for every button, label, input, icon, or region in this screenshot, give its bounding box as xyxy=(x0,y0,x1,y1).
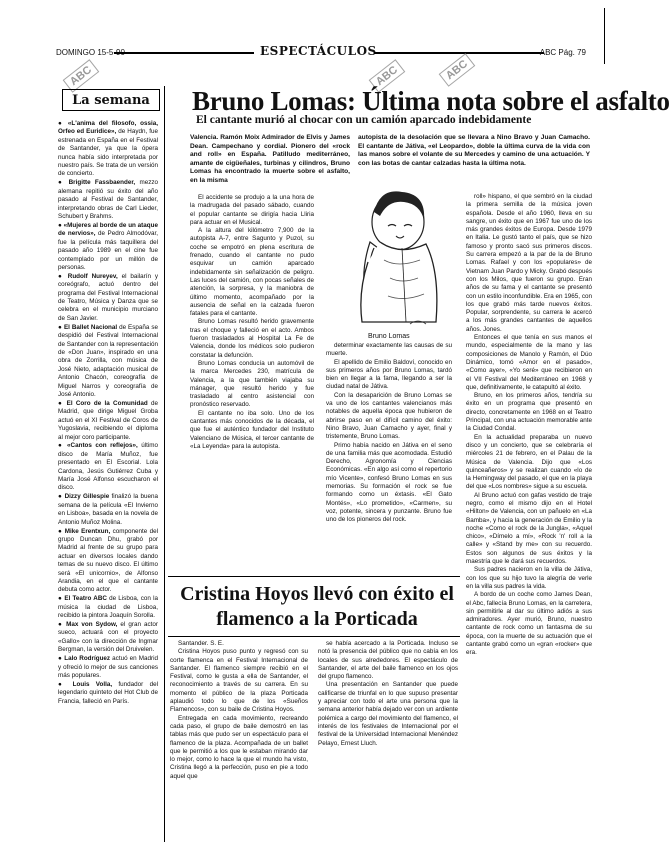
abc-stamp: ABC xyxy=(63,59,100,92)
article1-column-3 xyxy=(466,193,592,843)
paragraph: Cristina Hoyos puso punto y regresó con su corte flamenca en el Festival Internacional de Santander. El flamenco siempre recibió en el Festival, como le gusta a ella de Santander, el reconocimiento a través de su carrera. En su momento el público de la plaza Porticada aplaudió todo lo que de los «Sueños Flamencos», con su baile de Cristina Hoyos. xyxy=(170,648,308,714)
sidebar-item-lead: «Cantos con reflejos», xyxy=(67,442,138,450)
article2-top-rule xyxy=(168,576,460,577)
sidebar-item-text: componente del grupo Duncan Dhu, grabó por Madrid al frente de su grupo para actuar en diversos locales dando temas de su nuevo disco. El último será «El unicornio», de Alfonso Arandia, en el que el cantante debuta como actor. xyxy=(58,527,158,594)
paragraph: El cantante no iba solo. Uno de los cantantes más conocidos de la década, el que fue el auténtico fundador del Instituto Valenciano de Música, el tercer cantante de «La Leyenda» para la autopista. xyxy=(190,409,314,450)
paragraph: roll» hispano, el que sembró en la ciudad la primera semilla de la música joven española. Desde el año 1960, lleva en su sangre, un éxito que en 1967 fue uno de los más grandes éxitos de Europa. Desde 1979 en Italia. Le gustó tanto el país, que se hizo famoso y pronto sacó sus primeros discos. Su carrera empezó a la par de la de Bruno Lomas. Rafael y con los «populares» de Vietnam Juan Pardo y Micky. Grabó después con los Milos, que fueron su grupo. Eran años de su fama y el cantante se presentó con un estilo inconfundible. Era en 1965, con los que grabó más tarde nuevos éxitos. Popular, sorprendente, su carrera le acercó a los más grandes cantantes de aquellos años. Jones. xyxy=(466,193,592,333)
article2-bottom-rule xyxy=(168,636,460,637)
abc-stamp: ABC xyxy=(439,53,476,86)
sidebar-item-lead: «L'anima del filosofo, ossia, Orfeo ed Euridice», xyxy=(58,120,158,136)
paragraph: Al Bruno actuó con gafas vestido de traje negro, como el mismo dijo en el Hotel «Hilton» de Valencia, con un pañuelo en «La Bamba», y hacia la generación de Emilio y la noche «Como el rock de la Jungla», «Aquel chico», «Dímelo a mí», «Rock 'n' roll a la calle» y «Stand by me» con su recuerdo. Estos son algunos de sus éxitos y la maestría que le dará sus recuerdos. xyxy=(466,491,592,566)
sidebar-item-lead: Dizzy Gillespie xyxy=(64,493,110,501)
sidebar-item-text: último disco de María Muñoz, fue presentado en El Escorial. Lola Cardona, Jesús Gutiérrez Cuba y María José Alfonso escucharon el disco. xyxy=(58,442,159,492)
sidebar-item-text: de Lisboa, con la música la ciudad de Lisboa, recibido la pintora Joaquín Sorolla. xyxy=(58,595,158,620)
sidebar-item-lead: Rudolf Nureyev, xyxy=(67,272,118,280)
article1-column-1 xyxy=(190,194,314,572)
paragraph: Entonces el que tenía en sus manos el mundo, especialmente de la mano y las composiciones de Manolo y Ramón, el Dúo Dinámico, tomó «Amor en el pasado», «Como ayer», «Yo seré» que recibieron en el VII Festival del Mediterráneo en 1968 y que, definitivamente, le catapultó al éxito. xyxy=(466,334,592,391)
abc-stamp: ABC xyxy=(369,59,406,92)
sidebar-item-text: el gran actor sueco, actuará con el proyecto «Gallo» con la dirección de Ingmar Bergman, la versión del Druivelen. xyxy=(58,620,158,654)
paragraph: Bruno Lomas resultó herido gravemente tras el choque y falleció en el acto. Ambos fueron trasladados al Hospital La Fe de Valencia, donde los médicos solo pudieron constatar la defunción. xyxy=(190,318,314,359)
sidebar-item-lead: Lalo Rodríguez xyxy=(64,655,111,663)
header-page: ABC Pág. 79 xyxy=(539,48,586,57)
sidebar-item-lead: Mike Erentxun, xyxy=(64,527,111,535)
article1-subhead: El cantante murió al chocar con un camión aparcado indebidamente xyxy=(196,114,532,126)
paragraph: determinar exactamente las causas de su muerte. xyxy=(326,342,452,358)
bullet-icon: ● xyxy=(58,221,64,229)
sidebar-item xyxy=(58,595,158,620)
sidebar-item xyxy=(58,222,158,272)
sidebar-item-text: de España se despidió del Festival Internacional de Santander con la representación de «Don Juan», inspirado en una obra de Zorrilla, con música de José Nieto, adaptación musical de Antonio Chacón, coreografía de Miguel Narros y coreografía de José Antonio. xyxy=(58,323,159,398)
paragraph: Sus padres nacieron en la villa de Játiva, con los que su hijo tuvo la alegría de verle en la villa sus padres la vida. xyxy=(466,566,592,590)
paragraph: Una presentación en Santander que puede calificarse de triunfal en lo que supuso presentar y apreciar con todo el arte una persona que la semana anterior había dejado ver con un ardiente polémica a cargo del movimiento del flamenco, el interés de los festivales de Internacional por el festival de la Universidad Internacional Menéndez Pelayo, Ernest Lluch. xyxy=(318,681,458,747)
header-rule-left xyxy=(114,52,254,54)
article2-column-2 xyxy=(318,640,458,842)
article2-headline: Cristina Hoyos llevó con éxito el flamenco a la Porticada xyxy=(180,583,454,630)
sidebar-item-lead: Louis Volla, xyxy=(72,680,113,688)
sidebar-item-text: actuó en Madrid y ofreció lo mejor de sus canciones más populares. xyxy=(58,655,159,679)
sidebar-item xyxy=(58,273,158,323)
sidebar-item xyxy=(58,621,158,655)
sidebar-item-lead: Brigitte Fassbaender, xyxy=(68,179,136,187)
sidebar-item xyxy=(58,528,158,595)
bullet-icon: ● xyxy=(58,655,65,663)
article1-lead-left: Valencia. Ramón Moix Admirador de Elvis y James Dean. Campechano y cordial. Pionero del «rock and roll» en España. Patilludo mediterráneo, amante de cigüeñales, turbinas y cilindros, Bruno Lomas ha encontrado la muerte sobre el asfalto, en la misma xyxy=(190,134,350,184)
margin-mark xyxy=(604,8,606,64)
sidebar-item xyxy=(58,179,158,221)
paragraph: se había acercado a la Porticada. Incluso se notó la presencia del público que no cabía en los locales de sus alrededores. El espectáculo de Santander, el arte del baile flamenco en los ojos del grupo flamenco. xyxy=(318,640,458,681)
header-date: DOMINGO 15-5-90 xyxy=(56,48,125,57)
bullet-icon: ● xyxy=(58,272,68,280)
sidebar-item xyxy=(58,681,158,706)
sidebar-item-text: de Haydn, fue estrenada en España en el Festival de Santander, ya que la ópera nunca había sido interpretada por nuestro país. Se trata de un versión de concierto. xyxy=(58,128,158,178)
bullet-icon: ● xyxy=(58,442,68,450)
sidebar-column xyxy=(58,120,158,842)
paragraph: Entregada en cada movimiento, recreando cada paso, el grupo de baile demostró en las tablas más que pudo ser un espectáculo para el flamenco de la plaza. Acompañada de un ballet que le permitió a los que le estaban mirando dar lo mejor, como lo hace la que el mundo ha visto, Cristina llegó a la perfección, puso en pie a todo aquel que xyxy=(170,714,308,780)
paragraph: En la actualidad preparaba un nuevo disco y un concierto, que se celebraría el miércoles 21 de febrero, en el Palau de la Música de Valencia. Dijo que «Los quinceañeros» y se realizan cuando «lo de la Hemingway del pasado, el que en la playa del que «Los nombres» sigue a su escuela. xyxy=(466,433,592,491)
bullet-icon: ● xyxy=(58,493,65,501)
column-divider xyxy=(164,86,165,842)
sidebar-item-text: fundador del legendario quinteto del Hot Club de Francia, falleció en París. xyxy=(58,680,158,705)
paragraph: Bruno, en los primeros años, tendría su éxito en un programa que presentó en directo, concretamente en 1968 en el Teatro Principal, con una actuación memorable ante la Ciudad Condal. xyxy=(466,392,593,433)
sidebar-item xyxy=(58,400,158,442)
paragraph: El accidente se produjo a la una hora de la madrugada del pasado sábado, cuando el popular cantante se dirigía hacia Lliria para actuar en el Musical. xyxy=(190,194,314,226)
bullet-icon: ● xyxy=(58,399,67,407)
bullet-icon: ● xyxy=(58,527,65,535)
sidebar-item xyxy=(58,324,158,400)
paragraph: Bruno Lomas conducía un automóvil de la marca Mercedes 230, matrícula de Valencia, a la que también viajaba su mánager, que resultó herido y fue trasladado al centro asistencial con pronóstico reservado. xyxy=(190,359,314,409)
article2-column-1 xyxy=(170,640,308,842)
sidebar-item-lead: El Teatro ABC xyxy=(64,595,107,603)
sidebar-item-lead: Max von Sydow, xyxy=(66,620,118,628)
header-section: ESPECTÁCULOS xyxy=(260,44,377,58)
sidebar-item-text: el bailarín y coreógrafo, actuó dentro del programa del Festival Internacional de Teatro, Música y Danza que se celebra en el municipio murciano de San Javier. xyxy=(58,272,158,322)
page-header xyxy=(56,44,586,60)
sidebar-item-text: de Pedro Almodóvar, fue la película más taquillera del pasado año 1989 en el cine fue contemplado por un millón de personas. xyxy=(58,230,158,271)
paragraph: Con la desaparición de Bruno Lomas se va uno de los cantantes valencianos más notables de aquella época que hubieron de abrirse paso en el difícil camino del éxito: Nino Bravo, Juan Camacho y ayer, final y tristemente, Bruno Lomas. xyxy=(326,391,452,441)
sidebar-item-text: de Madrid, que dirige Miguel Groba actuó en el XI Festival de Coros de Yugoslavia, recibiendo el diploma al mejor coro participante. xyxy=(58,399,158,441)
bullet-icon: ● xyxy=(58,120,68,127)
paragraph: Santander. S. E. xyxy=(178,640,224,647)
header-rule-right xyxy=(374,52,544,54)
sidebar-item xyxy=(58,120,158,179)
article1-headline: Bruno Lomas: Última nota sobre el asfalto xyxy=(192,86,670,116)
paragraph: Primo había nacido en Játiva en el seno de una familia más que acomodada. Estudió Derecho, Agronomía y Ciencias Económicas. «En algo así como el repertorio mío Vicente», confesó Bruno Lomas en sus memorias. Su formación el rock se fue formando como un éxtasis. «El Gato Montés», «Lo prometido», «Carmen», su voz, potente, sincera y punzante. Bruno fue uno de los pioneros del rock. xyxy=(326,441,452,524)
sidebar-item xyxy=(58,493,158,527)
bullet-icon: ● xyxy=(58,323,64,331)
paragraph: A bordo de un coche como James Dean, el Abc, fallecía Bruno Lomas, en la carretera, sin permitirle al dar su último adiós a sus admiradores. Ayer murió, Bruno, nuestro cantante de rock como un fantasma de su época, con la muerte de su actuación que el cantante grabó como un «gran «rocker» que era. xyxy=(466,591,592,657)
paragraph: A la altura del kilómetro 7,900 de la autopista A-7, entre Sagunto y Puzol, su coche se empotró en plena escritura de frenado, cuando el cantante no pudo esquivar un camión aparcado indebidamente sin señalización de peligro. Las luces del camión, con pocas señales de atención, la sorpresa, y la maniobra de último momento, acompañado por la ausencia de señal en la calzada fueron fatales para el cantante. xyxy=(190,227,314,318)
sidebar-item xyxy=(58,442,158,492)
bullet-icon: ● xyxy=(58,620,67,628)
article1-column-2 xyxy=(326,342,452,572)
sidebar-item-text: mezzo alemana repitió su éxito del año pasado al Festival de Santander, interpretando obras de Carl Lieder, Schubert y Brahms. xyxy=(58,179,158,220)
sidebar-item-lead: El Coro de la Comunidad xyxy=(66,399,148,407)
paragraph: El apellido de Emilio Baldoví, conocido en sus primeros años por Bruno Lomas, tardó bien en llegar a la fama, llegando a ser la ciudad natal de Játiva. xyxy=(326,358,452,391)
sidebar-title: La semana xyxy=(62,89,160,111)
bruno-lomas-portrait xyxy=(340,182,452,332)
photo-caption: Bruno Lomas xyxy=(368,333,410,340)
sidebar-item-text: finalizó la buena semana de la película «El Invierno en Lisboa», basada en la novela de Antonio Muñoz Molina. xyxy=(58,493,159,526)
bullet-icon: ● xyxy=(58,680,73,688)
bullet-icon: ● xyxy=(58,179,69,187)
sidebar-item-lead: El Ballet Nacional xyxy=(63,323,118,331)
sidebar-item-lead: «Mujeres al borde de un ataque de nervios», xyxy=(58,221,158,238)
bullet-icon: ● xyxy=(58,595,65,603)
article1-lead-right: autopista de la desolación que se llevara a Nino Bravo y Juan Camacho. El cantante de Játiva, «el Leopardo», doble la última curva de la vida con las manos sobre el volante de su Mercedes y camino de una actuación. Y con las botas de cantar calzadas hasta la última nota. xyxy=(358,134,590,167)
sidebar-item xyxy=(58,655,158,680)
